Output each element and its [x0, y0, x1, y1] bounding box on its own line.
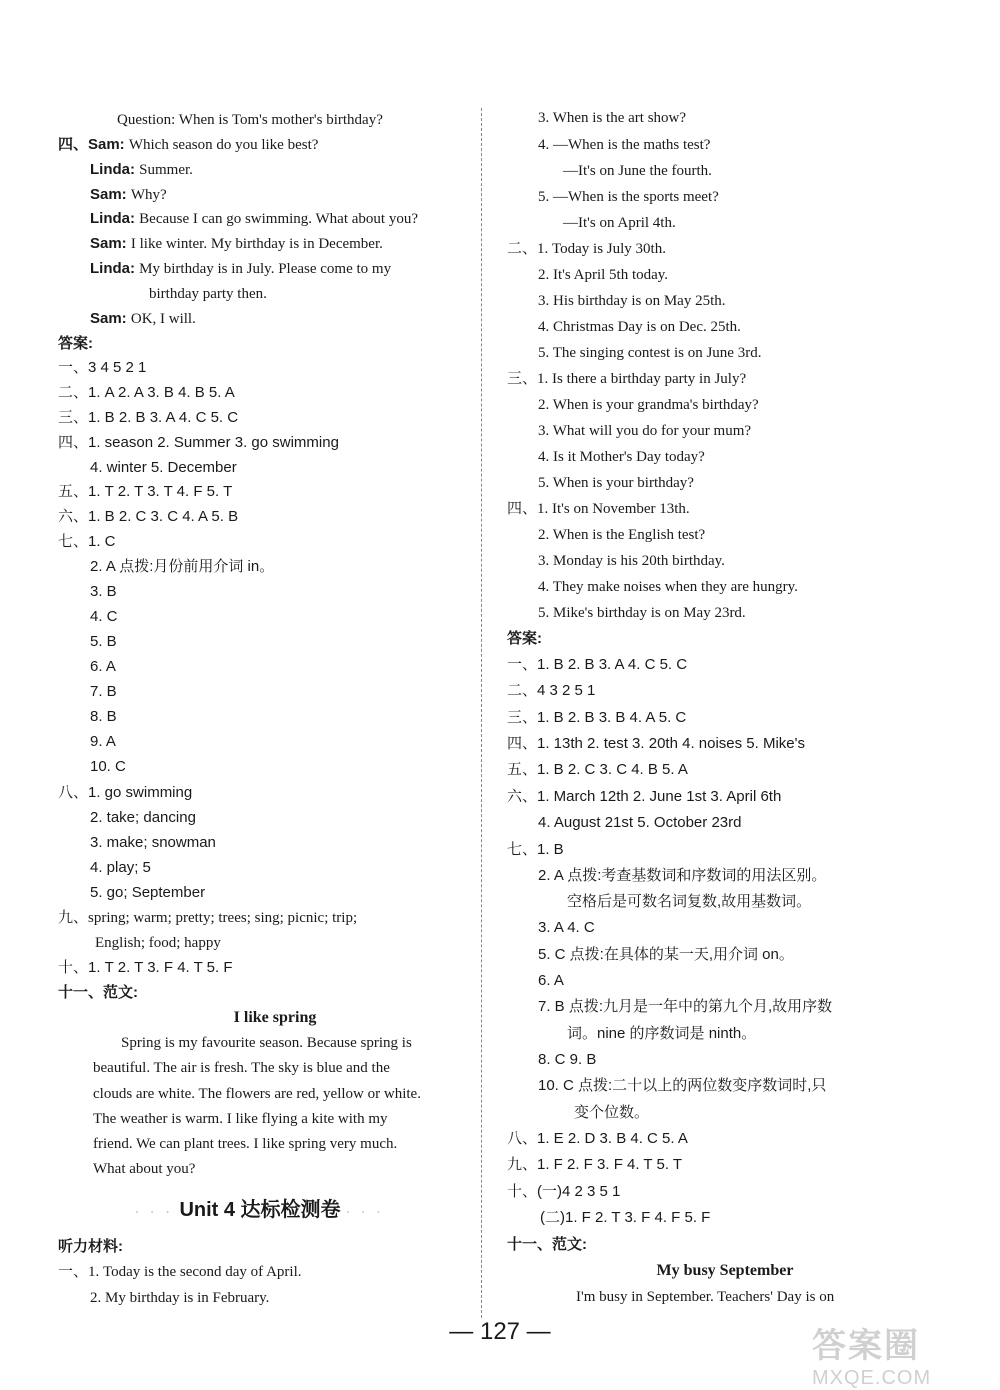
listening-line: 4. Christmas Day is on Dec. 25th.	[538, 319, 741, 335]
dialogue-text: Why?	[130, 187, 167, 203]
listening-line: 5. —When is the sports meet?	[538, 189, 719, 205]
unit-title-text: Unit 4 达标检测卷	[179, 1199, 341, 1221]
answer-line: 8. B	[90, 708, 117, 725]
answer-line: English; food; happy	[95, 935, 221, 951]
listening-line: 2. It's April 5th today.	[538, 267, 669, 283]
listening-line: 5. The singing contest is on June 3rd.	[538, 345, 762, 361]
listening-line: 四、1. It's on November 13th.	[507, 501, 690, 517]
answers-header: 答案:	[58, 335, 93, 352]
listening-line: 5. Mike's birthday is on May 23rd.	[538, 605, 746, 621]
listening-line: 4. They make noises when they are hungry.	[538, 579, 798, 595]
decoration: · · ·	[346, 1205, 385, 1219]
answer-line: 5. B	[90, 633, 117, 650]
answer-line: (二)1. F 2. T 3. F 4. F 5. F	[540, 1209, 711, 1226]
listening-line: 4. Is it Mother's Day today?	[538, 449, 705, 465]
essay-line: The weather is warm. I like flying a kite with my	[93, 1111, 388, 1127]
listening-line: 一、1. Today is the second day of April.	[58, 1264, 302, 1280]
essay-line: clouds are white. The flowers are red, yellow or white.	[93, 1086, 421, 1102]
answer-line: 5. go; September	[90, 884, 206, 901]
answer-line: 10. C 点拨:二十以上的两位数变序数词时,只	[538, 1077, 827, 1094]
answer-line: 二、4 3 2 5 1	[507, 682, 596, 699]
answer-line: 八、1. go swimming	[58, 784, 193, 801]
answer-line: 四、1. 13th 2. test 3. 20th 4. noises 5. Mike's	[507, 735, 806, 752]
answer-line: 词。nine 的序数词是 ninth。	[567, 1025, 757, 1042]
dialogue-line	[90, 259, 391, 279]
listening-line: 3. What will you do for your mum?	[538, 423, 752, 439]
question-line: Question: When is Tom's mother's birthday?	[117, 112, 383, 128]
answer-line: 4. winter 5. December	[90, 459, 237, 476]
answer-line: 四、1. season 2. Summer 3. go swimming	[58, 434, 339, 451]
answer-line: 3. A 4. C	[538, 919, 595, 936]
column-divider	[481, 108, 482, 1318]
listening-line: 5. When is your birthday?	[538, 475, 694, 491]
listening-line: 三、1. Is there a birthday party in July?	[507, 371, 747, 387]
speaker-label: 四、Sam:	[58, 136, 129, 153]
sample-essay-header: 十一、范文:	[58, 984, 138, 1001]
answer-line: 6. A	[90, 658, 116, 675]
answer-line: 3. B	[90, 583, 117, 600]
answer-line: 一、1. B 2. B 3. A 4. C 5. C	[507, 656, 688, 673]
answer-line: 2. take; dancing	[90, 809, 196, 826]
speaker-label: Sam:	[90, 186, 131, 203]
answer-line: 六、1. B 2. C 3. C 4. A 5. B	[58, 508, 239, 525]
answer-line: 三、1. B 2. B 3. A 4. C 5. C	[58, 409, 239, 426]
speaker-label: Linda:	[90, 210, 140, 227]
answer-line: 变个位数。	[574, 1104, 650, 1121]
answer-line: 五、1. T 2. T 3. T 4. F 5. T	[58, 483, 233, 500]
dialogue-line	[90, 234, 383, 254]
answer-line: 8. C 9. B	[538, 1051, 597, 1068]
sample-essay-header: 十一、范文:	[507, 1236, 587, 1253]
listening-line: 3. His birthday is on May 25th.	[538, 293, 726, 309]
answer-line: 空格后是可数名词复数,故用基数词。	[567, 893, 812, 910]
speaker-label: Linda:	[90, 260, 140, 277]
decoration: · · ·	[135, 1205, 174, 1219]
dialogue-text: I like winter. My birthday is in December.	[130, 236, 383, 252]
answer-line: 9. A	[90, 733, 116, 750]
answer-line: 3. make; snowman	[90, 834, 216, 851]
dialogue-line	[90, 309, 196, 329]
answer-line: 4. C	[90, 608, 118, 625]
answers-header: 答案:	[507, 630, 542, 647]
essay-title: I like spring	[233, 1009, 317, 1026]
answer-line: 三、1. B 2. B 3. B 4. A 5. C	[507, 709, 687, 726]
listening-line: —It's on June the fourth.	[563, 163, 712, 179]
answer-line: 六、1. March 12th 2. June 1st 3. April 6th	[507, 788, 782, 805]
dialogue-text: Which season do you like best?	[128, 137, 319, 153]
answer-line: 八、1. E 2. D 3. B 4. C 5. A	[507, 1130, 688, 1147]
essay-line: beautiful. The air is fresh. The sky is blue and the	[93, 1060, 390, 1076]
speaker-label: Sam:	[90, 310, 131, 327]
answer-line: 2. A 点拨:考查基数词和序数词的用法区别。	[538, 867, 827, 884]
dialogue-text: Summer.	[139, 162, 193, 178]
essay-line: I'm busy in September. Teachers' Day is on	[576, 1289, 835, 1305]
answer-line: 五、1. B 2. C 3. C 4. B 5. A	[507, 761, 688, 778]
essay-line: friend. We can plant trees. I like spring very much.	[93, 1136, 398, 1152]
listening-line: 二、1. Today is July 30th.	[507, 241, 666, 257]
listening-line: —It's on April 4th.	[563, 215, 676, 231]
watermark-url: MXQE.COM	[812, 1367, 932, 1389]
page-number: — 127 —	[449, 1318, 551, 1345]
answer-line: 6. A	[538, 972, 564, 989]
answer-line: 十、(一)4 2 3 5 1	[507, 1183, 621, 1200]
dialogue-line	[58, 135, 318, 155]
dialogue-line	[90, 160, 193, 180]
answer-line: 七、1. C	[58, 533, 116, 550]
essay-line: What about you?	[93, 1161, 196, 1177]
answer-line: 九、1. F 2. F 3. F 4. T 5. T	[507, 1156, 683, 1173]
dialogue-text: Because I can go swimming. What about you?	[139, 211, 418, 227]
answer-line: 4. August 21st 5. October 23rd	[538, 814, 742, 831]
speaker-label: Sam:	[90, 235, 131, 252]
answer-line: 4. play; 5	[90, 859, 151, 876]
answer-line: 7. B	[90, 683, 117, 700]
dialogue-text: OK, I will.	[130, 311, 196, 327]
listening-line: 2. When is your grandma's birthday?	[538, 397, 759, 413]
essay-line: Spring is my favourite season. Because spring is	[121, 1035, 412, 1051]
watermark-text: 答案圈	[812, 1327, 920, 1365]
answer-line: 5. C 点拨:在具体的某一天,用介词 on。	[538, 946, 794, 963]
listening-line: 4. —When is the maths test?	[538, 137, 711, 153]
speaker-label: Linda:	[90, 161, 140, 178]
listening-line: 3. Monday is his 20th birthday.	[538, 553, 725, 569]
answer-line: 七、1. B	[507, 841, 564, 858]
listening-line: 2. When is the English test?	[538, 527, 706, 543]
listening-line: 3. When is the art show?	[538, 110, 687, 126]
unit-title	[90, 1193, 430, 1222]
dialogue-text: My birthday is in July. Please come to my	[139, 261, 392, 277]
answer-line: 十、1. T 2. T 3. F 4. T 5. F	[58, 959, 233, 976]
watermark-logo	[812, 1318, 931, 1390]
dialogue-text: birthday party then.	[149, 286, 267, 302]
answer-line: 二、1. A 2. A 3. B 4. B 5. A	[58, 384, 235, 401]
answer-line: 一、3 4 5 2 1	[58, 359, 147, 376]
answer-line: 10. C	[90, 758, 126, 775]
answer-line: 7. B 点拨:九月是一年中的第九个月,故用序数	[538, 998, 833, 1015]
listening-header: 听力材料:	[58, 1238, 123, 1255]
dialogue-line	[90, 209, 418, 229]
answer-line: 九、spring; warm; pretty; trees; sing; picnic; trip;	[58, 910, 358, 926]
answer-line: 2. A 点拨:月份前用介词 in。	[90, 558, 275, 575]
listening-line: 2. My birthday is in February.	[90, 1290, 270, 1306]
essay-title: My busy September	[656, 1262, 794, 1279]
dialogue-line	[90, 185, 167, 205]
